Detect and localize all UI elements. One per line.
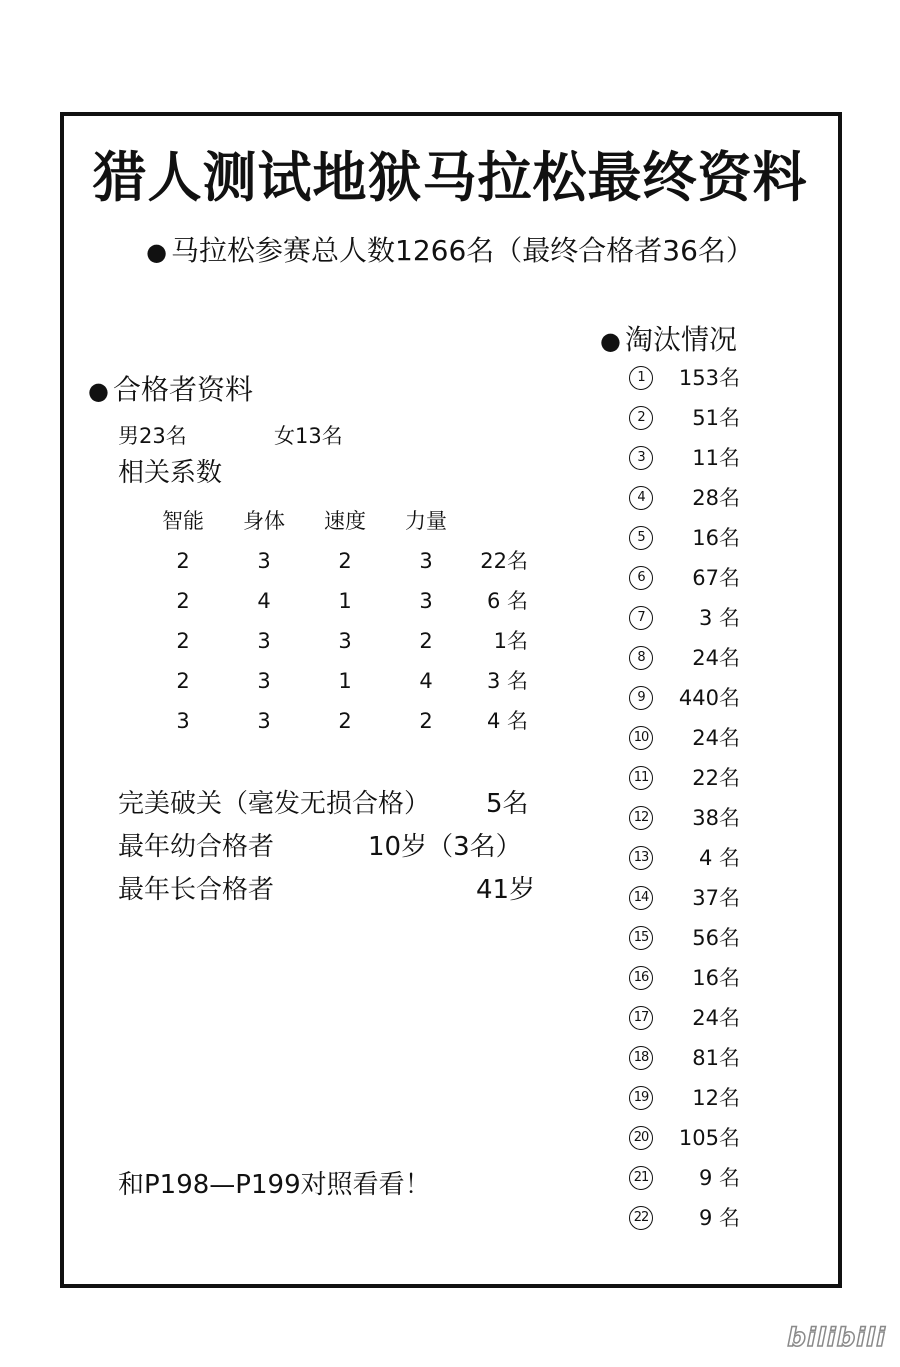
stage-number-badge: 19 xyxy=(629,1086,653,1110)
elimination-heading-text: 淘汰情况 xyxy=(624,323,737,356)
table-cell: 3 xyxy=(257,629,271,653)
page-title: 猎人测试地狱马拉松最终资料 xyxy=(92,146,808,209)
stage-number-badge: 18 xyxy=(629,1046,653,1070)
row-count: 1名 xyxy=(493,629,528,653)
stage-number-badge: 6 xyxy=(629,566,653,590)
table-cell: 1 xyxy=(338,669,352,693)
youngest-value: 10岁（3名） xyxy=(368,832,522,862)
elimination-count: 11名 xyxy=(692,446,740,470)
elimination-heading xyxy=(600,320,737,361)
table-cell: 2 xyxy=(176,669,190,693)
elimination-count: 24名 xyxy=(692,726,740,750)
table-cell: 2 xyxy=(419,709,433,733)
stage-number-badge: 3 xyxy=(629,446,653,470)
table-cell: 4 xyxy=(419,669,433,693)
stage-number-badge: 22 xyxy=(629,1206,653,1230)
row-count: 22名 xyxy=(480,549,528,573)
elimination-count: 37名 xyxy=(692,886,740,910)
table-cell: 2 xyxy=(338,709,352,733)
elimination-count: 24名 xyxy=(692,1006,740,1030)
stage-number-badge: 21 xyxy=(629,1166,653,1190)
stage-number-badge: 15 xyxy=(629,926,653,950)
qualified-heading xyxy=(88,370,253,411)
perfect-label: 完美破关（毫发无损合格） xyxy=(118,789,431,819)
bilibili-watermark: bilibili xyxy=(787,1323,886,1353)
elimination-count: 440名 xyxy=(678,686,740,710)
table-cell: 2 xyxy=(176,629,190,653)
elimination-count: 22名 xyxy=(692,766,740,790)
table-cell: 3 xyxy=(419,589,433,613)
elimination-count: 9 名 xyxy=(698,1166,740,1190)
female-count: 女13名 xyxy=(274,424,343,448)
elimination-count: 51名 xyxy=(692,406,740,430)
stage-number-badge: 1 xyxy=(629,366,653,390)
participants-summary-text: 马拉松参赛总人数1266名（最终合格者36名） xyxy=(171,234,754,267)
male-count: 男23名 xyxy=(118,424,187,448)
oldest-label: 最年长合格者 xyxy=(118,875,275,905)
perfect-value: 5名 xyxy=(486,789,529,819)
stage-number-badge: 7 xyxy=(629,606,653,630)
table-cell: 3 xyxy=(257,669,271,693)
column-header: 身体 xyxy=(243,509,285,533)
participants-summary xyxy=(0,229,900,274)
table-cell: 1 xyxy=(338,589,352,613)
row-count: 4 名 xyxy=(486,709,528,733)
bullet-icon: ● xyxy=(146,238,168,266)
table-cell: 3 xyxy=(257,709,271,733)
table-cell: 3 xyxy=(176,709,190,733)
stage-number-badge: 16 xyxy=(629,966,653,990)
elimination-count: 16名 xyxy=(692,526,740,550)
stage-number-badge: 14 xyxy=(629,886,653,910)
elimination-count: 38名 xyxy=(692,806,740,830)
table-cell: 2 xyxy=(176,549,190,573)
column-header: 速度 xyxy=(324,509,366,533)
table-cell: 2 xyxy=(176,589,190,613)
stage-number-badge: 20 xyxy=(629,1126,653,1150)
stage-number-badge: 4 xyxy=(629,486,653,510)
elimination-count: 28名 xyxy=(692,486,740,510)
stage-number-badge: 12 xyxy=(629,806,653,830)
elimination-count: 12名 xyxy=(692,1086,740,1110)
elimination-count: 4 名 xyxy=(698,846,740,870)
table-cell: 2 xyxy=(419,629,433,653)
stage-number-badge: 5 xyxy=(629,526,653,550)
oldest-value: 41岁 xyxy=(476,875,536,905)
table-cell: 2 xyxy=(338,549,352,573)
elimination-count: 67名 xyxy=(692,566,740,590)
elimination-count: 3 名 xyxy=(698,606,740,630)
elimination-count: 153名 xyxy=(678,366,740,390)
elimination-count: 16名 xyxy=(692,966,740,990)
stage-number-badge: 13 xyxy=(629,846,653,870)
correlation-heading: 相关系数 xyxy=(118,458,223,488)
column-header: 智能 xyxy=(162,509,204,533)
elimination-count: 56名 xyxy=(692,926,740,950)
stage-number-badge: 10 xyxy=(629,726,653,750)
elimination-count: 9 名 xyxy=(698,1206,740,1230)
cross-reference-note: 和P198—P199对照看看！ xyxy=(118,1170,431,1200)
bullet-icon: ● xyxy=(88,377,109,405)
column-header: 力量 xyxy=(405,509,447,533)
stage-number-badge: 2 xyxy=(629,406,653,430)
table-cell: 4 xyxy=(257,589,271,613)
stage-number-badge: 9 xyxy=(629,686,653,710)
elimination-count: 24名 xyxy=(692,646,740,670)
table-cell: 3 xyxy=(338,629,352,653)
youngest-label: 最年幼合格者 xyxy=(118,832,275,862)
bullet-icon: ● xyxy=(600,327,621,355)
row-count: 3 名 xyxy=(486,669,528,693)
stage-number-badge: 11 xyxy=(629,766,653,790)
stage-number-badge: 17 xyxy=(629,1006,653,1030)
row-count: 6 名 xyxy=(486,589,528,613)
table-cell: 3 xyxy=(419,549,433,573)
elimination-count: 81名 xyxy=(692,1046,740,1070)
elimination-count: 105名 xyxy=(678,1126,740,1150)
table-cell: 3 xyxy=(257,549,271,573)
stage-number-badge: 8 xyxy=(629,646,653,670)
qualified-heading-text: 合格者资料 xyxy=(112,373,253,406)
